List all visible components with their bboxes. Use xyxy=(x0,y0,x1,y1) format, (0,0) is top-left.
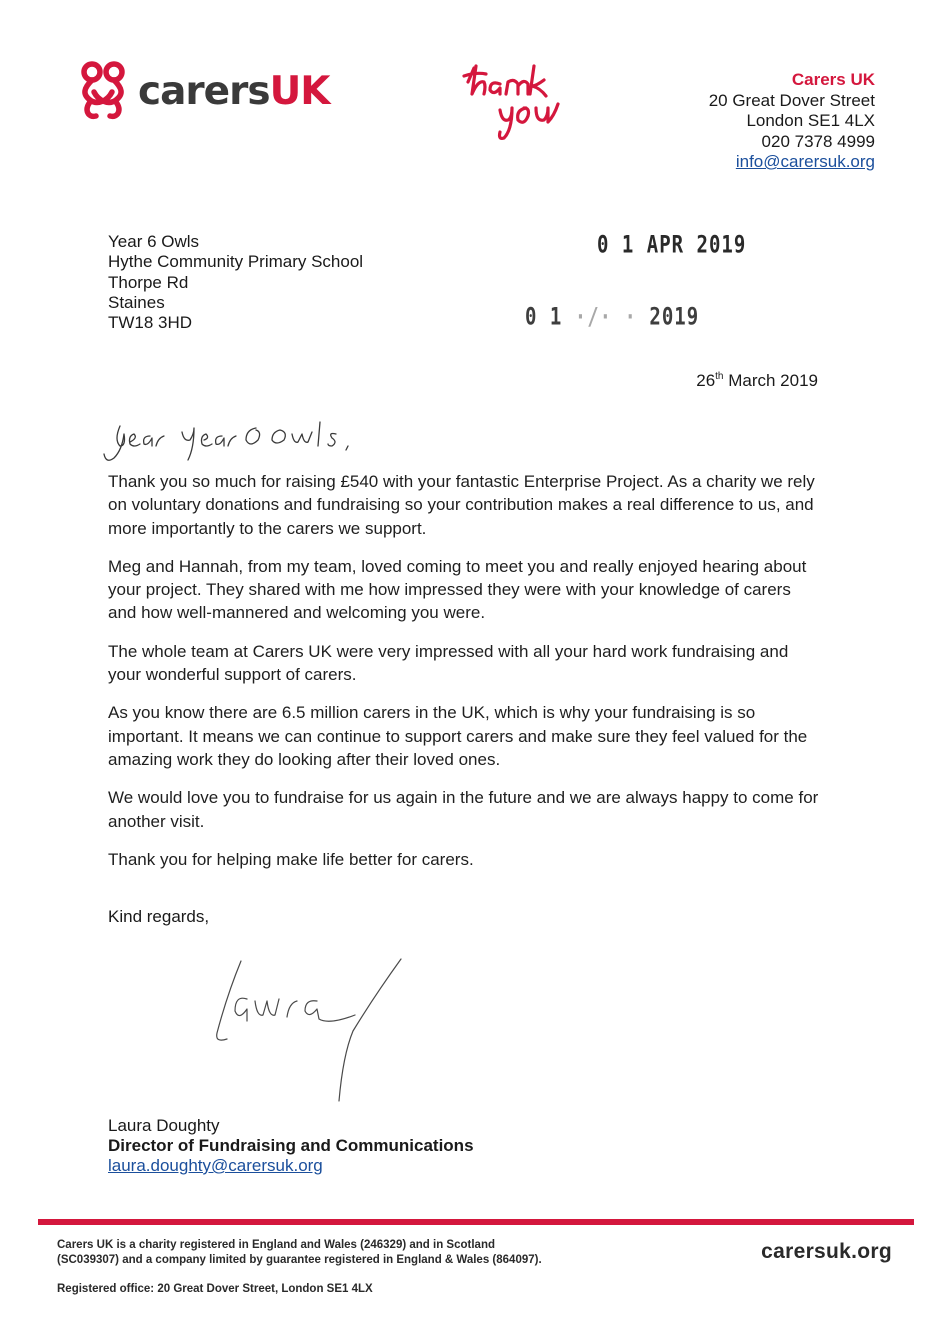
body-paragraph-1: Thank you so much for raising £540 with your fantastic Enterprise Project. As a charity we rely on voluntary donations and fundraising so your contribution makes a real difference to us, and more importantly to the carers we support. xyxy=(108,472,815,538)
recipient-line-2: Hythe Community Primary School xyxy=(108,252,364,272)
footer-legal-line-2: (SC039307) and a company limited by guarantee registered in England & Wales (864097). xyxy=(57,1254,542,1266)
carers-uk-logo xyxy=(78,60,329,122)
closing: Kind regards, xyxy=(108,907,210,926)
carers-uk-knot-icon xyxy=(78,60,136,122)
faded-date-stamp xyxy=(525,303,699,331)
sender-address xyxy=(709,70,875,173)
sender-email-link[interactable]: info@carersuk.org xyxy=(735,152,875,171)
letter-date-rest: March 2019 xyxy=(723,371,818,390)
faded-stamp-day: 0 1 xyxy=(525,303,563,331)
signature-text: Laura xyxy=(205,955,208,956)
letter-date-day: 26 xyxy=(696,371,716,390)
faded-stamp-year: 2019 xyxy=(649,303,700,331)
sender-phone: 020 7378 4999 xyxy=(761,131,875,151)
received-date-stamp: 0 1 APR 2019 xyxy=(597,231,747,259)
sender-city: London SE1 4LX xyxy=(746,111,875,130)
footer-divider xyxy=(38,1219,914,1225)
handwritten-signature xyxy=(205,955,410,1105)
recipient-line-1: Year 6 Owls xyxy=(108,232,200,251)
letter-body xyxy=(108,470,820,886)
recipient-line-4: Staines xyxy=(108,292,165,312)
faded-stamp-month: ·/· · xyxy=(562,303,650,331)
letter-date xyxy=(696,371,818,391)
body-paragraph-4: As you know there are 6.5 million carers in the UK, which is why your fundraising is so important. It means we can continue to support carers and make sure they feel valued for the amazing work they do looking after their loved ones. xyxy=(108,703,808,769)
body-paragraph-5: We would love you to fundraise for us again in the future and we are always happy to come for another visit. xyxy=(108,788,819,831)
body-paragraph-3: The whole team at Carers UK were very impressed with all your hard work fundraising and your wonderful support of carers. xyxy=(108,641,789,685)
signer-role: Director of Fundraising and Communications xyxy=(108,1136,474,1155)
recipient-line-3: Thorpe Rd xyxy=(108,272,189,292)
handwritten-salutation xyxy=(100,410,370,470)
signer-email-link[interactable]: laura.doughty@carersuk.org xyxy=(108,1156,323,1175)
footer-legal-text xyxy=(57,1238,542,1268)
logo-wordmark xyxy=(138,69,329,114)
sender-name: Carers UK xyxy=(791,70,875,89)
body-paragraph-6: Thank you for helping make life better for carers. xyxy=(108,849,474,869)
sender-street: 20 Great Dover Street xyxy=(708,90,875,110)
letter-date-suffix: th xyxy=(715,371,724,382)
body-paragraph-2: Meg and Hannah, from my team, loved coming to meet you and really enjoyed hearing about your project. They shared with me how impressed they were with your knowledge of carers and how well-mannered and welcoming you were. xyxy=(108,556,807,623)
recipient-address xyxy=(108,232,363,333)
thank-you-handwriting-image xyxy=(462,60,582,144)
signer-block xyxy=(108,1116,474,1176)
footer-website-link[interactable]: carersuk.org xyxy=(761,1240,892,1263)
logo-text-carers: carers xyxy=(138,68,270,114)
logo-text-uk: UK xyxy=(269,68,330,114)
recipient-line-5: TW18 3HD xyxy=(108,313,193,333)
salutation-text: Dear Year 6 Owls, xyxy=(100,410,109,411)
footer-registered-office: Registered office: 20 Great Dover Street, London SE1 4LX xyxy=(57,1283,373,1295)
signer-name: Laura Doughty xyxy=(108,1116,220,1135)
footer-legal-line-1: Carers UK is a charity registered in England and Wales (246329) and in Scotland xyxy=(57,1239,495,1251)
